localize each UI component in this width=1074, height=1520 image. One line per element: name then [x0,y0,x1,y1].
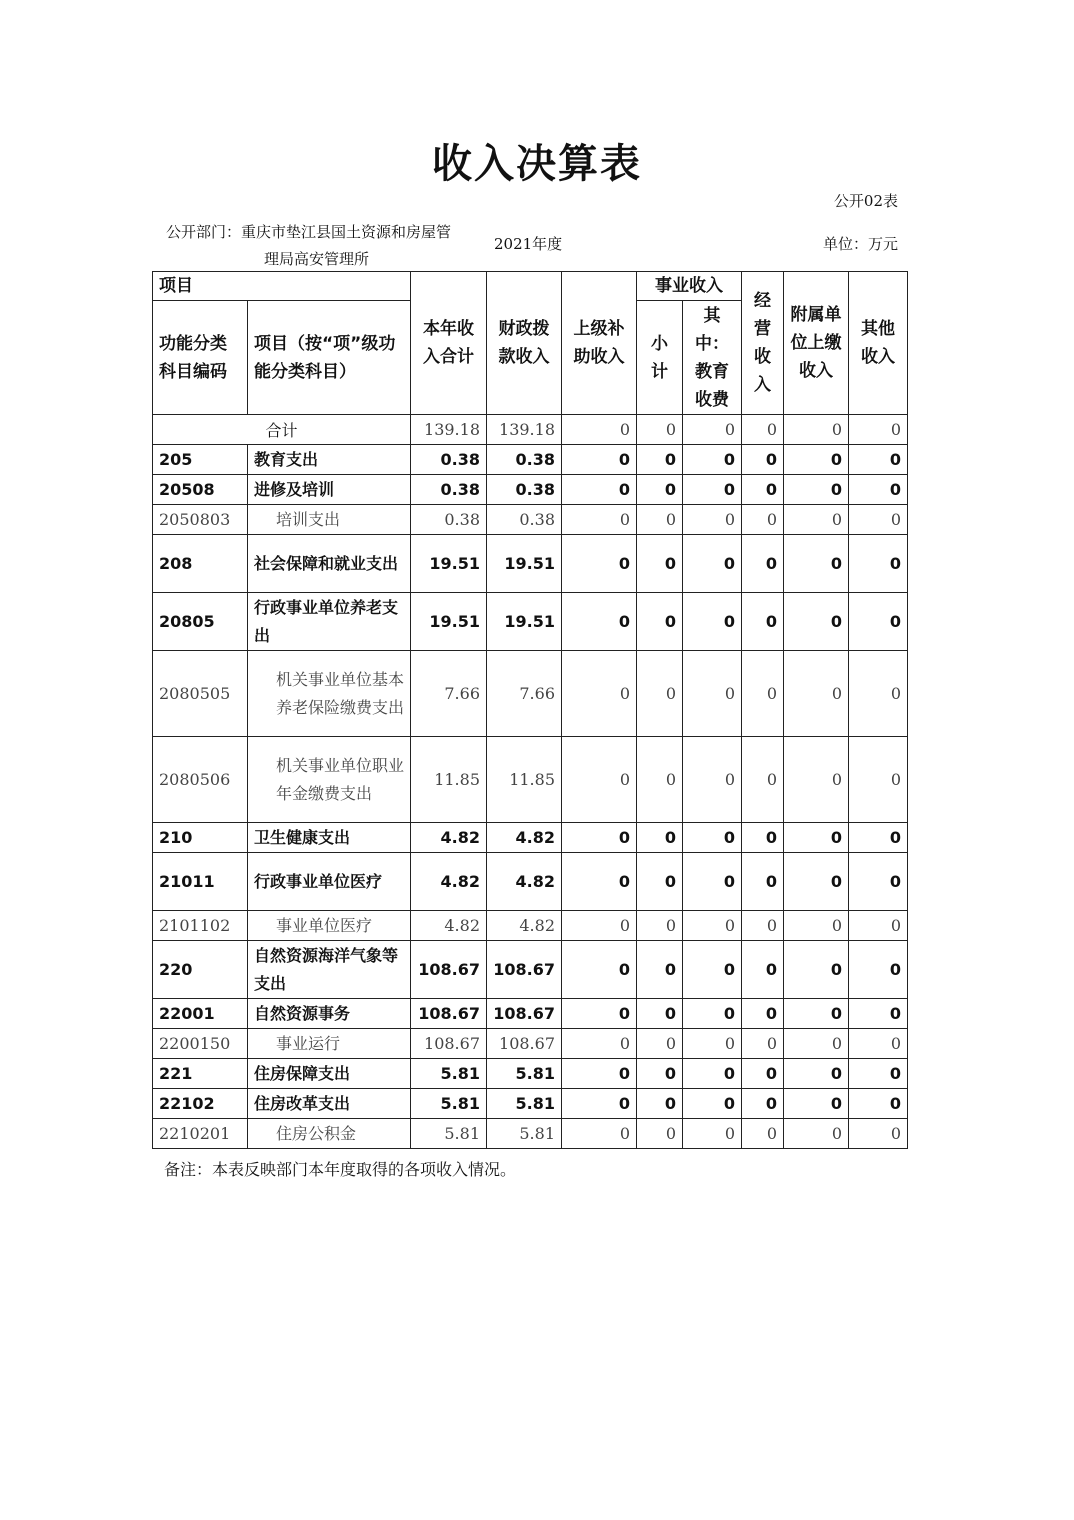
row-code: 2080505 [153,651,248,737]
row-value: 0 [849,1059,908,1089]
header-fiscal: 财政拨款收入 [487,272,562,415]
table-row [153,941,908,999]
row-value: 19.51 [487,535,562,593]
row-value: 0 [562,853,637,911]
row-code: 221 [153,1059,248,1089]
row-value: 19.51 [487,593,562,651]
table-row [153,1059,908,1089]
row-value: 0 [784,1119,849,1149]
row-code: 2200150 [153,1029,248,1059]
row-value: 108.67 [411,1029,487,1059]
row-value: 0 [637,911,683,941]
row-value: 0 [683,505,742,535]
row-value: 0 [637,999,683,1029]
row-value: 0 [742,737,784,823]
table-row [153,853,908,911]
row-value: 0 [784,737,849,823]
row-value: 4.82 [411,853,487,911]
row-value: 108.67 [487,999,562,1029]
row-value: 0 [683,737,742,823]
row-value: 0 [637,1029,683,1059]
row-name: 行政事业单位医疗 [248,853,411,911]
row-code: 22102 [153,1089,248,1119]
row-name: 进修及培训 [248,475,411,505]
total-label: 合计 [153,415,411,445]
row-code: 220 [153,941,248,999]
row-value: 4.82 [487,911,562,941]
row-value: 0 [683,593,742,651]
row-value: 0 [784,593,849,651]
row-value: 0.38 [411,445,487,475]
header-other: 其他收入 [849,272,908,415]
row-value: 0 [784,535,849,593]
row-value: 0.38 [487,445,562,475]
header-func-code: 功能分类科目编码 [153,301,248,415]
row-name: 教育支出 [248,445,411,475]
row-value: 5.81 [411,1119,487,1149]
row-value: 0 [784,475,849,505]
total-cell: 139.18 [411,415,487,445]
row-value: 0 [742,823,784,853]
row-value: 0 [849,445,908,475]
row-value: 11.85 [487,737,562,823]
table-row [153,535,908,593]
row-value: 0 [849,853,908,911]
row-value: 0 [742,999,784,1029]
row-value: 0 [637,535,683,593]
total-cell: 0 [849,415,908,445]
row-name: 住房公积金 [248,1119,411,1149]
row-value: 0 [849,535,908,593]
row-value: 4.82 [411,823,487,853]
row-value: 0 [562,737,637,823]
row-value: 5.81 [487,1059,562,1089]
table-row [153,1089,908,1119]
row-value: 0 [562,651,637,737]
row-value: 0 [742,1059,784,1089]
row-value: 0 [742,853,784,911]
row-value: 108.67 [487,1029,562,1059]
row-code: 205 [153,445,248,475]
row-value: 0 [562,505,637,535]
row-name: 住房保障支出 [248,1059,411,1089]
row-value: 0 [742,651,784,737]
row-value: 108.67 [487,941,562,999]
row-value: 0 [562,1089,637,1119]
row-value: 0 [784,445,849,475]
row-value: 0 [683,1089,742,1119]
table-row [153,475,908,505]
row-value: 0 [683,999,742,1029]
row-value: 0 [784,1089,849,1119]
row-value: 19.51 [411,593,487,651]
row-value: 0 [683,1029,742,1059]
row-value: 5.81 [487,1089,562,1119]
row-value: 0 [683,1119,742,1149]
row-value: 0 [849,737,908,823]
row-value: 0 [683,475,742,505]
row-value: 0 [637,1119,683,1149]
row-value: 0 [742,475,784,505]
row-value: 0 [849,1089,908,1119]
row-value: 0.38 [411,475,487,505]
row-value: 19.51 [411,535,487,593]
row-code: 2080506 [153,737,248,823]
row-code: 210 [153,823,248,853]
row-name: 社会保障和就业支出 [248,535,411,593]
fiscal-year: 2021年度 [494,235,563,253]
row-value: 0 [849,1119,908,1149]
row-value: 0 [637,941,683,999]
table-row [153,823,908,853]
row-value: 0 [784,651,849,737]
row-value: 0 [742,535,784,593]
header-superior: 上级补助收入 [562,272,637,415]
row-code: 208 [153,535,248,593]
row-name: 机关事业单位职业年金缴费支出 [248,737,411,823]
row-value: 0 [637,651,683,737]
department-label [166,219,486,273]
row-code: 2101102 [153,911,248,941]
row-value: 0 [562,823,637,853]
row-name: 事业单位医疗 [248,911,411,941]
table-row [153,651,908,737]
table-row [153,593,908,651]
header-affiliated: 附属单位上缴收入 [784,272,849,415]
table-row [153,1119,908,1149]
row-value: 4.82 [487,853,562,911]
header-subtotal: 小计 [637,301,683,415]
row-value: 0 [742,593,784,651]
row-name: 事业运行 [248,1029,411,1059]
row-name: 卫生健康支出 [248,823,411,853]
row-value: 0 [784,941,849,999]
table-row [153,1029,908,1059]
total-cell: 0 [742,415,784,445]
row-value: 0 [742,1119,784,1149]
row-value: 0 [562,911,637,941]
row-value: 0 [637,1059,683,1089]
total-cell: 0 [562,415,637,445]
row-code: 2050803 [153,505,248,535]
total-row [153,415,908,445]
row-code: 22001 [153,999,248,1029]
row-value: 0 [683,651,742,737]
row-value: 0 [683,823,742,853]
row-value: 0 [562,593,637,651]
row-value: 0 [637,1089,683,1119]
row-name: 机关事业单位基本养老保险缴费支出 [248,651,411,737]
department-label-line2: 理局高安管理所 [264,250,370,268]
row-value: 0 [849,651,908,737]
row-code: 21011 [153,853,248,911]
row-value: 0 [562,941,637,999]
header-operating: 经营收入 [742,272,784,415]
row-value: 0 [742,445,784,475]
header-education-fee: 其中：教育收费 [683,301,742,415]
unit-label: 单位：万元 [822,235,898,253]
income-table [152,271,908,1149]
row-value: 0 [849,823,908,853]
row-value: 11.85 [411,737,487,823]
row-value: 0 [637,737,683,823]
header-project: 项目 [153,272,411,301]
row-value: 5.81 [487,1119,562,1149]
header-total: 本年收入合计 [411,272,487,415]
row-value: 5.81 [411,1089,487,1119]
table-row [153,445,908,475]
row-value: 0 [637,505,683,535]
row-value: 7.66 [411,651,487,737]
row-name: 自然资源海洋气象等支出 [248,941,411,999]
row-value: 4.82 [487,823,562,853]
row-value: 0 [849,999,908,1029]
row-value: 7.66 [487,651,562,737]
row-value: 0 [742,1029,784,1059]
table-body [153,415,908,1149]
row-value: 108.67 [411,941,487,999]
row-value: 0 [637,823,683,853]
row-value: 0 [849,941,908,999]
row-value: 0 [742,911,784,941]
row-value: 5.81 [411,1059,487,1089]
row-name: 行政事业单位养老支出 [248,593,411,651]
table-row [153,737,908,823]
row-value: 4.82 [411,911,487,941]
total-cell: 139.18 [487,415,562,445]
table-row [153,999,908,1029]
row-value: 0 [784,1029,849,1059]
row-value: 0 [683,445,742,475]
row-value: 0 [784,911,849,941]
row-value: 0 [784,1059,849,1089]
row-value: 0 [637,593,683,651]
row-value: 0 [562,1029,637,1059]
row-code: 20508 [153,475,248,505]
row-code: 20805 [153,593,248,651]
row-value: 0 [562,445,637,475]
row-value: 0.38 [411,505,487,535]
row-value: 0 [849,1029,908,1059]
row-value: 0 [742,505,784,535]
footnote: 备注：本表反映部门本年度取得的各项收入情况。 [164,1160,517,1179]
row-value: 0 [562,1059,637,1089]
total-cell: 0 [637,415,683,445]
department-label-line1: 公开部门：重庆市垫江县国土资源和房屋管 [166,223,452,241]
row-value: 0 [742,941,784,999]
total-cell: 0 [683,415,742,445]
row-value: 0 [849,505,908,535]
row-value: 0 [683,853,742,911]
row-name: 住房改革支出 [248,1089,411,1119]
row-value: 0 [784,823,849,853]
row-value: 0 [637,475,683,505]
row-value: 0 [562,475,637,505]
row-value: 0 [849,911,908,941]
row-value: 0 [784,853,849,911]
row-value: 0 [562,535,637,593]
row-value: 0.38 [487,475,562,505]
form-number: 公开02表 [833,192,898,210]
row-value: 0 [683,941,742,999]
row-value: 0 [562,999,637,1029]
row-name: 自然资源事务 [248,999,411,1029]
row-value: 0 [849,475,908,505]
table-row [153,505,908,535]
row-value: 0 [683,1059,742,1089]
table-row [153,911,908,941]
row-value: 0 [849,593,908,651]
row-code: 2210201 [153,1119,248,1149]
row-value: 0 [637,853,683,911]
page-title: 收入决算表 [432,141,642,187]
row-value: 0 [562,1119,637,1149]
row-value: 0 [637,445,683,475]
header-project-item: 项目（按“项”级功能分类科目） [248,301,411,415]
header-career: 事业收入 [637,272,742,301]
row-value: 0 [683,911,742,941]
row-value: 0 [742,1089,784,1119]
row-value: 0 [683,535,742,593]
row-value: 0 [784,999,849,1029]
row-value: 0.38 [487,505,562,535]
row-value: 108.67 [411,999,487,1029]
row-name: 培训支出 [248,505,411,535]
row-value: 0 [784,505,849,535]
total-cell: 0 [784,415,849,445]
